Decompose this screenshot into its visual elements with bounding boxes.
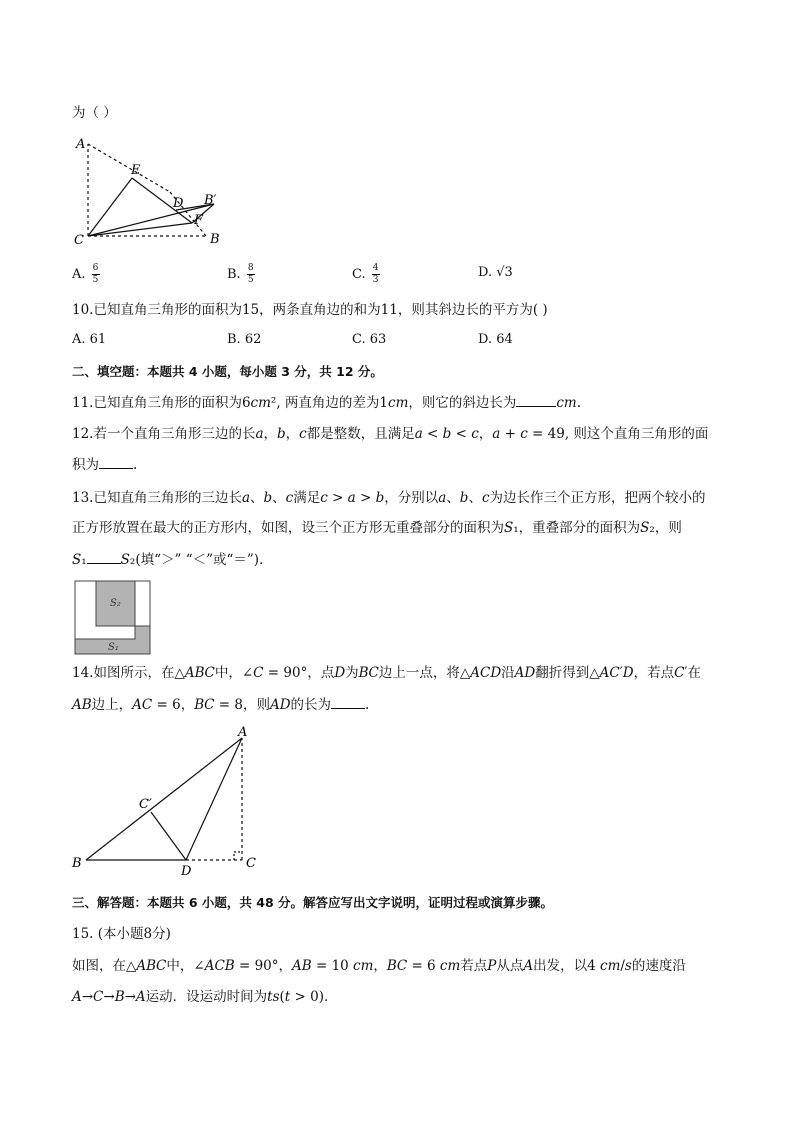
- q14-label-a: A: [238, 725, 248, 740]
- q13-line1: 13.已知直角三角形的三边长𝑎、𝑏、𝑐满足𝑐 > 𝑎 > 𝑏，分别以𝑎、𝑏、𝑐为边长作三个正方形，把两个较小的: [72, 490, 706, 506]
- q9-label-c: C: [74, 233, 84, 248]
- q9-label-bprime: B′: [204, 193, 217, 208]
- q9-label-b: B: [210, 232, 220, 247]
- q14-label-d: D: [181, 864, 192, 876]
- q14-label-b: B: [72, 856, 82, 871]
- fraction: $\frac{8}{5}$: [247, 263, 254, 285]
- q13-squares-figure: [74, 580, 152, 656]
- q9-option-b[interactable]: B. $\frac{8}{5}$: [227, 263, 254, 285]
- q13-label-s1: S₁: [108, 642, 119, 653]
- q9-option-d[interactable]: D. √3: [478, 265, 513, 280]
- q13-line2: 正方形放置在最大的正方形内，如图，设三个正方形无重叠部分的面积为𝑆₁，重叠部分的面积为𝑆₂，则: [72, 520, 682, 536]
- answer-blank[interactable]: [516, 394, 556, 407]
- q9-label-a: A: [76, 137, 86, 152]
- answer-blank[interactable]: [87, 551, 121, 564]
- section-heading-answer: 三、解答题：本题共 6 小题，共 48 分。解答应写出文字说明，证明过程或演算步骤。: [72, 895, 554, 910]
- q14-triangle-figure: [66, 724, 266, 876]
- q14-line1: 14.如图所示，在△𝐴𝐵𝐶中，∠𝐶 = 90°，点𝐷为𝐵𝐶边上一点，将△𝐴𝐶𝐷沿𝐴𝐷翻折得到△𝐴𝐶′𝐷，若点𝐶′在: [72, 665, 701, 681]
- q15-title: 15. (本小题8分): [72, 926, 171, 942]
- q9-label-e: E: [131, 163, 141, 178]
- fraction: $\frac{4}{3}$: [372, 263, 379, 285]
- q15-line1: 如图，在△𝐴𝐵𝐶中，∠𝐴𝐶𝐵 = 90°，𝐴𝐵 = 10 𝑐𝑚，𝐵𝐶 = 6 𝑐𝑚若点𝑃从点𝐴出发，以4 𝑐𝑚/𝑠的速度沿: [72, 958, 686, 974]
- q10-stem: 10.已知直角三角形的面积为15，两条直角边的和为11，则其斜边长的平方为( ): [72, 302, 548, 318]
- q9-option-a[interactable]: A. $\frac{6}{5}$: [72, 263, 99, 285]
- q12-line1: 12.若一个直角三角形三边的长𝑎，𝑏，𝑐都是整数，且满足𝑎 < 𝑏 < 𝑐，𝑎 + 𝑐 = 49, 则这个直角三角形的面: [72, 426, 709, 442]
- q11-stem: 11.已知直角三角形的面积为6𝑐𝑚², 两直角边的差为1𝑐𝑚，则它的斜边长为 𝑐𝑚.: [72, 395, 582, 411]
- q9-label-f: F: [194, 213, 204, 228]
- q13-line3: 𝑆₁ 𝑆₂(填“＞” “＜”或“＝”)．: [72, 552, 273, 568]
- section-heading-fill-in: 二、填空题：本题共 4 小题，每小题 3 分，共 12 分。: [72, 364, 383, 379]
- question-continuation: 为（ ）: [72, 105, 117, 121]
- q9-triangle-figure: [66, 132, 236, 250]
- q13-label-s2: S₂: [110, 598, 121, 609]
- q12-line2: 积为 .: [72, 457, 138, 473]
- q14-label-c: C: [246, 856, 256, 871]
- q10-option-d[interactable]: D. 64: [478, 332, 513, 347]
- q14-label-cprime: C′: [139, 797, 152, 812]
- q14-line2: 𝐴𝐵边上，𝐴𝐶 = 6，𝐵𝐶 = 8，则𝐴𝐷的长为 .: [72, 697, 370, 713]
- q10-option-b[interactable]: B. 62: [227, 332, 262, 347]
- q9-label-d: D: [173, 196, 184, 211]
- q15-line2: 𝐴→𝐶→𝐵→𝐴运动．设运动时间为𝑡𝑠(𝑡 > 0)．: [72, 989, 338, 1005]
- fraction: $\frac{6}{5}$: [92, 263, 99, 285]
- answer-blank[interactable]: [331, 696, 365, 709]
- answer-blank[interactable]: [99, 456, 133, 469]
- q10-option-a[interactable]: A. 61: [72, 332, 107, 347]
- q10-option-c[interactable]: C. 63: [352, 332, 387, 347]
- q9-option-c[interactable]: C. $\frac{4}{3}$: [352, 263, 379, 285]
